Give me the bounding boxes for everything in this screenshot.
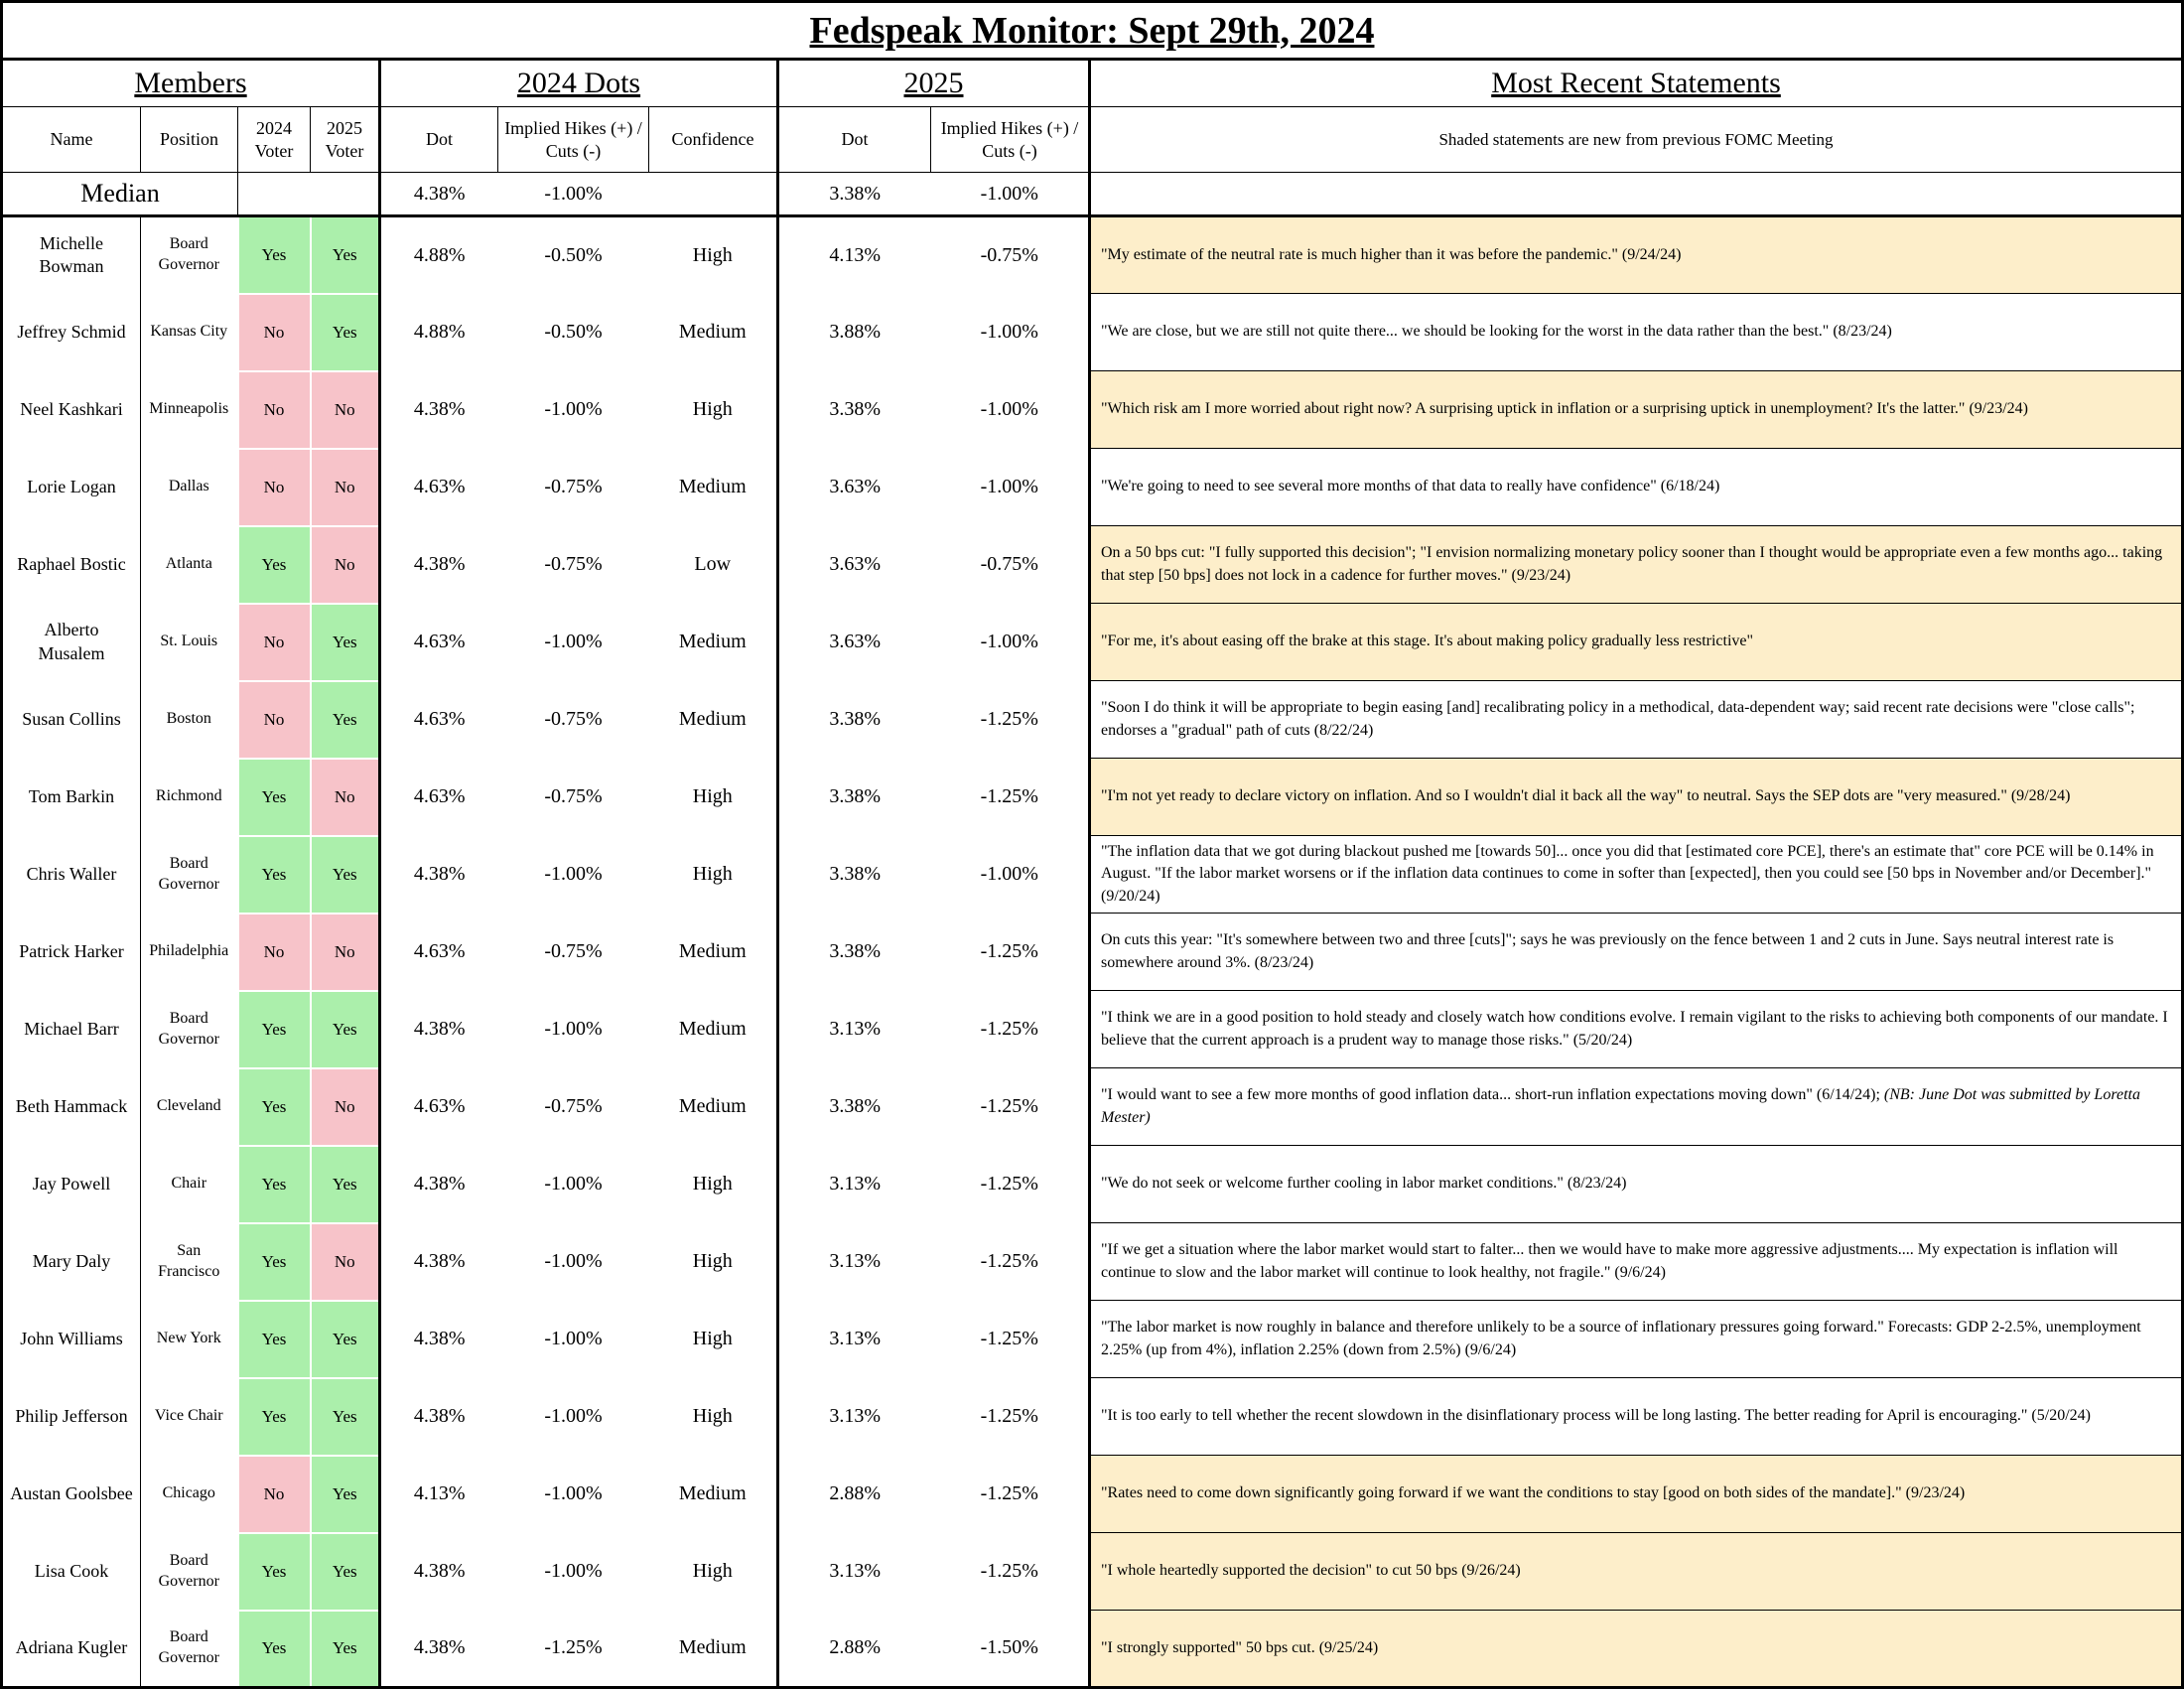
confidence-value: High	[692, 1405, 733, 1427]
member-position: Board Governor	[158, 235, 219, 274]
statement: "The labor market is now roughly in balance and therefore unlikely to be a source of inflationary pressures going forward." Forecasts: GDP 2-2.5%, unemployment 2.25% (up from 4%), inflation 2.25% (down from 2.5%) (9/6/24)	[1090, 1301, 2183, 1378]
col-dot-2024: Dot	[380, 107, 498, 173]
member-name: Philip Jefferson	[2, 1378, 141, 1456]
statement-note-italic: (NB: June Dot was submitted by Loretta Mester)	[1101, 1086, 2140, 1126]
confidence-value: High	[692, 1250, 733, 1272]
member-position: New York	[156, 1330, 221, 1347]
member-row	[2, 1456, 2183, 1533]
implied-2025-value: -1.25%	[980, 1328, 1038, 1349]
dot-2025-value: 3.13%	[778, 1301, 931, 1378]
member-row	[2, 1611, 2183, 1688]
voter-2024-status: No	[238, 604, 311, 681]
implied-2024-value: -1.00%	[544, 1018, 603, 1040]
member-position: Board Governor	[158, 1627, 219, 1666]
dot-2024-value: 4.63%	[380, 914, 498, 991]
group-statements: Most Recent Statements	[1090, 60, 2183, 107]
confidence-value: Medium	[678, 1095, 747, 1117]
confidence-value: Medium	[678, 476, 747, 497]
member-name: Austan Goolsbee	[2, 1456, 141, 1533]
statement: "It is too early to tell whether the recent slowdown in the disinflationary process will be long lasting. The better reading for April is encouraging." (5/20/24)	[1090, 1378, 2183, 1456]
col-implied-2025: Implied Hikes (+) / Cuts (-)	[931, 107, 1090, 173]
confidence-value: High	[692, 1328, 733, 1349]
confidence-value: Medium	[678, 708, 747, 730]
implied-2025-value: -1.00%	[980, 863, 1038, 885]
confidence-value: Low	[694, 553, 732, 575]
median-label: Median	[2, 173, 238, 216]
member-position: Chicago	[162, 1484, 215, 1502]
voter-2025-status: No	[311, 526, 380, 604]
dot-2024-value: 4.38%	[380, 1533, 498, 1611]
confidence-value: Medium	[678, 631, 747, 652]
voter-2025-status: No	[311, 759, 380, 836]
member-name: Mary Daly	[2, 1223, 141, 1301]
member-position: Minneapolis	[149, 400, 229, 418]
member-position: Boston	[166, 710, 211, 728]
implied-2025-value: -1.25%	[980, 1250, 1038, 1272]
statement: "We do not seek or welcome further cooling in labor market conditions." (8/23/24)	[1090, 1146, 2183, 1223]
page-title: Fedspeak Monitor: Sept 29th, 2024	[2, 2, 2183, 60]
implied-2024-value: -0.75%	[544, 476, 603, 497]
implied-2024-value: -0.50%	[544, 321, 603, 343]
member-position: Richmond	[155, 787, 222, 805]
member-row	[2, 604, 2183, 681]
member-position: Chair	[171, 1175, 207, 1193]
member-name: John Williams	[2, 1301, 141, 1378]
implied-2024-value: -1.00%	[544, 631, 603, 652]
voter-2024-status: Yes	[238, 836, 311, 914]
voter-2024-status: No	[238, 449, 311, 526]
voter-2024-status: Yes	[238, 1068, 311, 1146]
median-implied-2025: -1.00%	[931, 173, 1090, 216]
dot-2024-value: 4.38%	[380, 526, 498, 604]
implied-2024-value: -0.50%	[544, 243, 603, 266]
dot-2024-value: 4.38%	[380, 1301, 498, 1378]
voter-2025-status: Yes	[311, 1533, 380, 1611]
dot-2025-value: 3.13%	[778, 1533, 931, 1611]
dot-2025-value: 3.13%	[778, 1223, 931, 1301]
col-2025-voter: 2025 Voter	[311, 107, 380, 173]
member-position: Vice Chair	[154, 1407, 223, 1425]
implied-2024-value: -0.75%	[544, 940, 603, 962]
implied-2025-value: -1.00%	[980, 321, 1038, 343]
implied-2024-value: -1.00%	[544, 1482, 603, 1504]
member-position: Philadelphia	[149, 942, 229, 960]
implied-2024-value: -1.00%	[544, 398, 603, 420]
dot-2024-value: 4.13%	[380, 1456, 498, 1533]
members-body	[2, 216, 2183, 1688]
col-implied-2024: Implied Hikes (+) / Cuts (-)	[498, 107, 649, 173]
member-position: Dallas	[168, 478, 209, 495]
implied-2024-value: -0.75%	[544, 708, 603, 730]
voter-2025-status: Yes	[311, 294, 380, 371]
voter-2025-status: Yes	[311, 681, 380, 759]
member-position: Board Governor	[158, 1551, 219, 1590]
member-position: St. Louis	[160, 633, 218, 650]
confidence-value: Medium	[678, 321, 747, 343]
implied-2025-value: -1.25%	[980, 1482, 1038, 1504]
dot-2025-value: 3.38%	[778, 371, 931, 449]
voter-2025-status: Yes	[311, 1378, 380, 1456]
statement: "I strongly supported" 50 bps cut. (9/25/24)	[1090, 1611, 2183, 1688]
median-dot-2024: 4.38%	[380, 173, 498, 216]
implied-2024-value: -1.25%	[544, 1636, 603, 1659]
member-name: Michael Barr	[2, 991, 141, 1068]
dot-2025-value: 3.38%	[778, 836, 931, 914]
member-name: Raphael Bostic	[2, 526, 141, 604]
implied-2025-value: -0.75%	[980, 243, 1038, 266]
statement: "For me, it's about easing off the brake at this stage. It's about making policy gradually less restrictive"	[1090, 604, 2183, 681]
implied-2025-value: -1.25%	[980, 1018, 1038, 1040]
member-row	[2, 216, 2183, 294]
voter-2025-status: Yes	[311, 604, 380, 681]
member-name: Beth Hammack	[2, 1068, 141, 1146]
voter-2025-status: No	[311, 449, 380, 526]
dot-2025-value: 2.88%	[778, 1611, 931, 1688]
confidence-value: High	[692, 1173, 733, 1195]
implied-2024-value: -1.00%	[544, 1250, 603, 1272]
implied-2025-value: -0.75%	[980, 553, 1038, 575]
statement: "I think we are in a good position to hold steady and closely watch how conditions evolve. I remain vigilant to the risks to achieving both components of our mandate. I believe that the current approach is a prudent way to manage those risks." (5/20/24)	[1090, 991, 2183, 1068]
implied-2025-value: -1.00%	[980, 398, 1038, 420]
col-dot-2025: Dot	[778, 107, 931, 173]
median-dot-2025: 3.38%	[778, 173, 931, 216]
voter-2025-status: Yes	[311, 836, 380, 914]
statement: "We're going to need to see several more months of that data to really have confidence" (6/18/24)	[1090, 449, 2183, 526]
voter-2024-status: Yes	[238, 526, 311, 604]
group-2025: 2025	[778, 60, 1090, 107]
median-confidence-gap	[649, 173, 778, 216]
member-row	[2, 1301, 2183, 1378]
statement: "I whole heartedly supported the decision" to cut 50 bps (9/26/24)	[1090, 1533, 2183, 1611]
statement: On a 50 bps cut: "I fully supported this decision"; "I envision normalizing monetary policy sooner than I thought would be appropriate even a few months ago... taking that step [50 bps] does not lock in a cadence for further moves." (9/23/24)	[1090, 526, 2183, 604]
voter-2024-status: Yes	[238, 1533, 311, 1611]
implied-2025-value: -1.25%	[980, 1405, 1038, 1427]
implied-2024-value: -1.00%	[544, 1560, 603, 1582]
implied-2025-value: -1.25%	[980, 708, 1038, 730]
statement: "If we get a situation where the labor market would start to falter... then we would have to make more aggressive adjustments.... My expectation is inflation will continue to slow and the labor market will continue to look healthy, not fragile." (9/6/24)	[1090, 1223, 2183, 1301]
dot-2024-value: 4.88%	[380, 216, 498, 294]
member-position: Board Governor	[158, 854, 219, 893]
voter-2024-status: No	[238, 914, 311, 991]
voter-2024-status: Yes	[238, 991, 311, 1068]
confidence-value: Medium	[678, 1482, 747, 1504]
member-position: San Francisco	[158, 1241, 220, 1280]
dot-2024-value: 4.38%	[380, 1611, 498, 1688]
voter-2024-status: No	[238, 681, 311, 759]
dot-2024-value: 4.63%	[380, 604, 498, 681]
member-name: Adriana Kugler	[2, 1611, 141, 1688]
dot-2024-value: 4.63%	[380, 759, 498, 836]
member-position: Atlanta	[165, 555, 212, 573]
median-voter-gap	[238, 173, 380, 216]
implied-2024-value: -0.75%	[544, 553, 603, 575]
dot-2024-value: 4.38%	[380, 371, 498, 449]
implied-2025-value: -1.00%	[980, 476, 1038, 497]
dot-2024-value: 4.38%	[380, 836, 498, 914]
median-row	[2, 173, 2183, 216]
col-2024-voter: 2024 Voter	[238, 107, 311, 173]
dot-2025-value: 3.63%	[778, 526, 931, 604]
member-row	[2, 1378, 2183, 1456]
voter-2024-status: Yes	[238, 216, 311, 294]
member-name: Jay Powell	[2, 1146, 141, 1223]
implied-2025-value: -1.50%	[980, 1636, 1038, 1659]
confidence-value: Medium	[678, 940, 747, 962]
member-row	[2, 836, 2183, 914]
dot-2025-value: 3.13%	[778, 1378, 931, 1456]
dot-2024-value: 4.63%	[380, 1068, 498, 1146]
member-row	[2, 991, 2183, 1068]
member-row	[2, 294, 2183, 371]
statement: On cuts this year: "It's somewhere between two and three [cuts]"; says he was previously on the fence between 1 and 2 cuts in June. Says neutral interest rate is somewhere around 3%. (8/23/24)	[1090, 914, 2183, 991]
dot-2025-value: 3.13%	[778, 1146, 931, 1223]
member-name: Michelle Bowman	[2, 216, 141, 294]
dot-2024-value: 4.38%	[380, 1223, 498, 1301]
confidence-value: High	[692, 243, 733, 266]
member-name: Patrick Harker	[2, 914, 141, 991]
voter-2025-status: Yes	[311, 991, 380, 1068]
voter-2024-status: No	[238, 371, 311, 449]
dot-2025-value: 3.38%	[778, 681, 931, 759]
median-implied-2024: -1.00%	[498, 173, 649, 216]
member-row	[2, 1223, 2183, 1301]
voter-2024-status: Yes	[238, 1378, 311, 1456]
dot-2024-value: 4.63%	[380, 449, 498, 526]
voter-2024-status: Yes	[238, 1301, 311, 1378]
col-position: Position	[141, 107, 238, 173]
dot-2025-value: 3.38%	[778, 1068, 931, 1146]
voter-2024-status: No	[238, 1456, 311, 1533]
voter-2025-status: Yes	[311, 1146, 380, 1223]
member-row	[2, 681, 2183, 759]
statement: "I'm not yet ready to declare victory on inflation. And so I wouldn't dial it back all the way" to neutral. Says the SEP dots are "very measured." (9/28/24)	[1090, 759, 2183, 836]
confidence-value: High	[692, 863, 733, 885]
implied-2025-value: -1.25%	[980, 940, 1038, 962]
implied-2025-value: -1.25%	[980, 785, 1038, 807]
col-name: Name	[2, 107, 141, 173]
voter-2024-status: Yes	[238, 1611, 311, 1688]
voter-2025-status: Yes	[311, 1301, 380, 1378]
statement: "Rates need to come down significantly going forward if we want the conditions to stay [good on both sides of the mandate]." (9/23/24)	[1090, 1456, 2183, 1533]
voter-2025-status: No	[311, 1068, 380, 1146]
dot-2025-value: 3.63%	[778, 604, 931, 681]
dot-2025-value: 3.88%	[778, 294, 931, 371]
voter-2024-status: Yes	[238, 1223, 311, 1301]
member-row	[2, 759, 2183, 836]
implied-2024-value: -1.00%	[544, 863, 603, 885]
dot-2025-value: 3.38%	[778, 759, 931, 836]
member-row	[2, 1146, 2183, 1223]
implied-2025-value: -1.00%	[980, 631, 1038, 652]
member-row	[2, 1533, 2183, 1611]
implied-2024-value: -1.00%	[544, 1328, 603, 1349]
statement: "My estimate of the neutral rate is much higher than it was before the pandemic." (9/24/24)	[1090, 216, 2183, 294]
member-row	[2, 526, 2183, 604]
implied-2024-value: -0.75%	[544, 1095, 603, 1117]
statement: "We are close, but we are still not quite there... we should be looking for the worst in the data rather than the best." (8/23/24)	[1090, 294, 2183, 371]
voter-2025-status: No	[311, 371, 380, 449]
statement: "The inflation data that we got during blackout pushed me [towards 50]... once you did that [estimated core PCE], there's an estimate that" core PCE will be 0.14% in August. "If the labor market worsens or if the inflation data continues to come in softer than [expected], then you could see [50 bps in November and/or December]." (9/20/24)	[1090, 836, 2183, 914]
voter-2025-status: Yes	[311, 216, 380, 294]
median-statement-gap	[1090, 173, 2183, 216]
voter-2025-status: Yes	[311, 1611, 380, 1688]
member-name: Chris Waller	[2, 836, 141, 914]
dot-2024-value: 4.38%	[380, 1146, 498, 1223]
group-2024-dots: 2024 Dots	[380, 60, 778, 107]
confidence-value: High	[692, 398, 733, 420]
group-members: Members	[2, 60, 380, 107]
implied-2024-value: -1.00%	[544, 1173, 603, 1195]
dot-2025-value: 3.13%	[778, 991, 931, 1068]
confidence-value: High	[692, 1560, 733, 1582]
member-row	[2, 914, 2183, 991]
dot-2024-value: 4.38%	[380, 1378, 498, 1456]
statement: "Which risk am I more worried about right now? A surprising uptick in inflation or a surprising uptick in unemployment? It's the latter." (9/23/24)	[1090, 371, 2183, 449]
col-confidence: Confidence	[649, 107, 778, 173]
voter-2025-status: Yes	[311, 1456, 380, 1533]
member-row	[2, 1068, 2183, 1146]
member-name: Susan Collins	[2, 681, 141, 759]
dot-2025-value: 4.13%	[778, 216, 931, 294]
confidence-value: Medium	[678, 1636, 747, 1659]
member-name: Jeffrey Schmid	[2, 294, 141, 371]
statements-note: Shaded statements are new from previous FOMC Meeting	[1090, 107, 2183, 173]
confidence-value: Medium	[678, 1018, 747, 1040]
dot-2025-value: 3.63%	[778, 449, 931, 526]
dot-2025-value: 3.38%	[778, 914, 931, 991]
member-row	[2, 371, 2183, 449]
dot-2024-value: 4.88%	[380, 294, 498, 371]
voter-2025-status: No	[311, 914, 380, 991]
dot-2024-value: 4.63%	[380, 681, 498, 759]
implied-2024-value: -0.75%	[544, 785, 603, 807]
member-position: Kansas City	[150, 323, 228, 341]
member-name: Alberto Musalem	[2, 604, 141, 681]
implied-2025-value: -1.25%	[980, 1173, 1038, 1195]
member-name: Tom Barkin	[2, 759, 141, 836]
member-name: Lisa Cook	[2, 1533, 141, 1611]
implied-2024-value: -1.00%	[544, 1405, 603, 1427]
statement: "I would want to see a few more months of good inflation data... short-run inflation expectations moving down" (6/14/24); (NB: June Dot was submitted by Loretta Mester)	[1090, 1068, 2183, 1146]
member-name: Neel Kashkari	[2, 371, 141, 449]
member-row	[2, 449, 2183, 526]
voter-2024-status: Yes	[238, 759, 311, 836]
member-name: Lorie Logan	[2, 449, 141, 526]
dot-2024-value: 4.38%	[380, 991, 498, 1068]
dot-2025-value: 2.88%	[778, 1456, 931, 1533]
implied-2025-value: -1.25%	[980, 1560, 1038, 1582]
confidence-value: High	[692, 785, 733, 807]
voter-2024-status: No	[238, 294, 311, 371]
member-position: Cleveland	[156, 1097, 221, 1115]
voter-2025-status: No	[311, 1223, 380, 1301]
member-position: Board Governor	[158, 1009, 219, 1048]
implied-2025-value: -1.25%	[980, 1095, 1038, 1117]
voter-2024-status: Yes	[238, 1146, 311, 1223]
statement: "Soon I do think it will be appropriate to begin easing [and] recalibrating policy in a methodical, data-dependent way; said recent rate decisions were "close calls"; endorses a "gradual" path of cuts (8/22/24)	[1090, 681, 2183, 759]
